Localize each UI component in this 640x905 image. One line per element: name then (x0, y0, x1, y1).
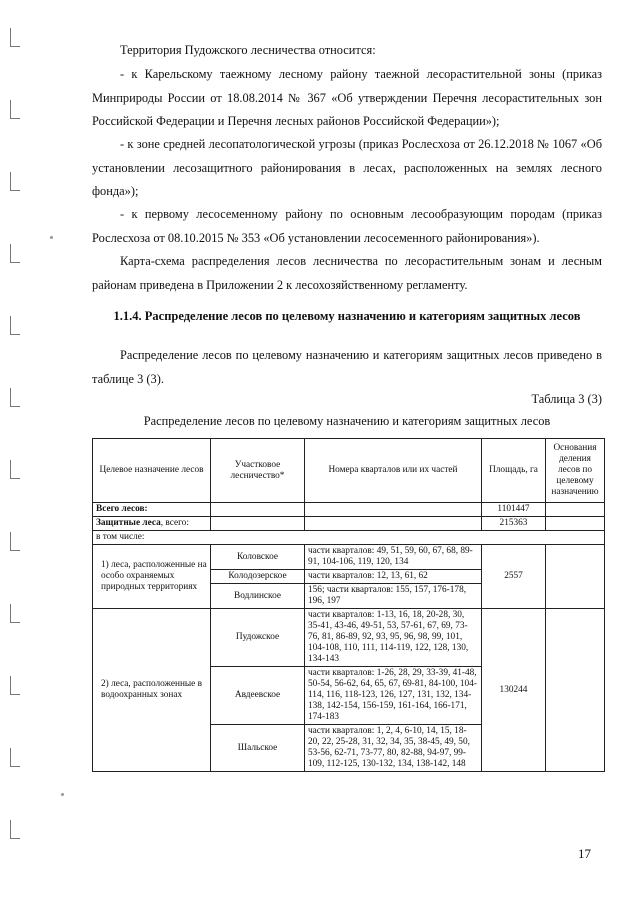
intro-item-2: - к зоне средней лесопатологической угрозы (приказ Рослесхоза от 26.12.2018 № 1067 «Об установлении лесозащитного районирования в лесах, расположенных на землях лесного фонда»); (92, 137, 602, 198)
group2-quarters-1: части кварталов: 1-13, 16, 18, 20-28, 30, 35-41, 43-46, 49-51, 53, 57-61, 67, 69, 73-76, 81, 86-89, 92, 93, 95, 96, 98, 99, 101, 104-108, 110, 111, 114-119, 122, 128, 130, 134-143 (305, 609, 482, 667)
section-text: Распределение лесов по целевому назначению и категориям защитных лесов приведено в таблице 3 (3). (92, 348, 602, 386)
page-number: 17 (578, 846, 591, 861)
group1-quarters-1: части кварталов: 49, 51, 59, 60, 67, 68, 89-91, 104-106, 119, 120, 134 (305, 545, 482, 570)
group1-quarters-2: части кварталов: 12, 13, 61, 62 (305, 570, 482, 584)
table-row (93, 545, 605, 570)
table-number: Таблица 3 (3) (531, 392, 602, 406)
table-header-row (93, 439, 605, 503)
total-area: 1101447 (482, 503, 546, 517)
map-note: Карта-схема распределения лесов лесничества по лесорастительным зонам и лесным районам приведена в Приложении 2 к лесохозяйственному регламенту. (92, 254, 602, 292)
group1-forestry-1: Коловское (211, 545, 305, 570)
group2-quarters-3: части кварталов: 1, 2, 4, 6-10, 14, 15, 18-20, 22, 25-28, 31, 32, 34, 35, 38-45, 49, 50, 53-56, 62-71, 73-77, 80, 82-88, 94-97, 99-109, 112-125, 130-132, 134, 138-142, 148 (305, 725, 482, 772)
header-area: Площадь, га (482, 439, 546, 503)
table-row-protective (93, 517, 605, 531)
group1-quarters-3: 156; части кварталов: 155, 157, 176-178, 196, 197 (305, 584, 482, 609)
group1-forestry-2: Колодозерское (211, 570, 305, 584)
intro-item-3: - к первому лесосеменному району по основным лесообразующим породам (приказ Рослесхоза от 08.10.2015 № 353 «Об установлении лесосеменного районирования»). (92, 207, 602, 245)
group2-area: 130244 (482, 609, 546, 772)
intro-item-1: - к Карельскому таежному лесному району таежной лесорастительной зоны (приказ Минприроды России от 18.08.2014 № 367 «Об утверждении Перечня лесорастительных зон Российской Федерации и Перечня лесных районов Российской Федерации»); (92, 67, 602, 128)
header-purpose: Целевое назначение лесов (93, 439, 211, 503)
group1-purpose: 1) леса, расположенные на особо охраняемых природных территориях (93, 545, 211, 609)
group1-area: 2557 (482, 545, 546, 609)
intro-line: Территория Пудожского лесничества относится: (120, 43, 376, 57)
group1-forestry-3: Водлинское (211, 584, 305, 609)
group2-quarters-2: части кварталов: 1-26, 28, 29, 33-39, 41-48, 50-54, 56-62, 64, 65, 67, 69-81, 84-100, 104-114, 116, 118-123, 126, 127, 131, 132, 134-138, 142-154, 156-159, 161-164, 166-171, 174-183 (305, 667, 482, 725)
total-label: Всего лесов: (93, 503, 211, 517)
including-label: в том числе: (93, 531, 605, 545)
protective-label: Защитные леса, всего: (93, 517, 211, 531)
protective-area: 215363 (482, 517, 546, 531)
binder-edge (6, 0, 26, 905)
group2-forestry-1: Пудожское (211, 609, 305, 667)
group2-forestry-3: Шальское (211, 725, 305, 772)
section-heading: 1.1.4. Распределение лесов по целевому назначению и категориям защитных лесов (113, 309, 581, 323)
header-quarters: Номера кварталов или их частей (305, 439, 482, 503)
table-row-total (93, 503, 605, 517)
table-row (93, 609, 605, 667)
group2-forestry-2: Авдеевское (211, 667, 305, 725)
header-basis: Основания деления лесов по целевому назначению (546, 439, 605, 503)
forest-distribution-table (92, 438, 605, 772)
header-forestry: Участковое лесничество* (211, 439, 305, 503)
group2-purpose: 2) леса, расположенные в водоохранных зонах (93, 609, 211, 772)
table-row-including (93, 531, 605, 545)
table-title: Распределение лесов по целевому назначению и категориям защитных лесов (143, 414, 551, 428)
